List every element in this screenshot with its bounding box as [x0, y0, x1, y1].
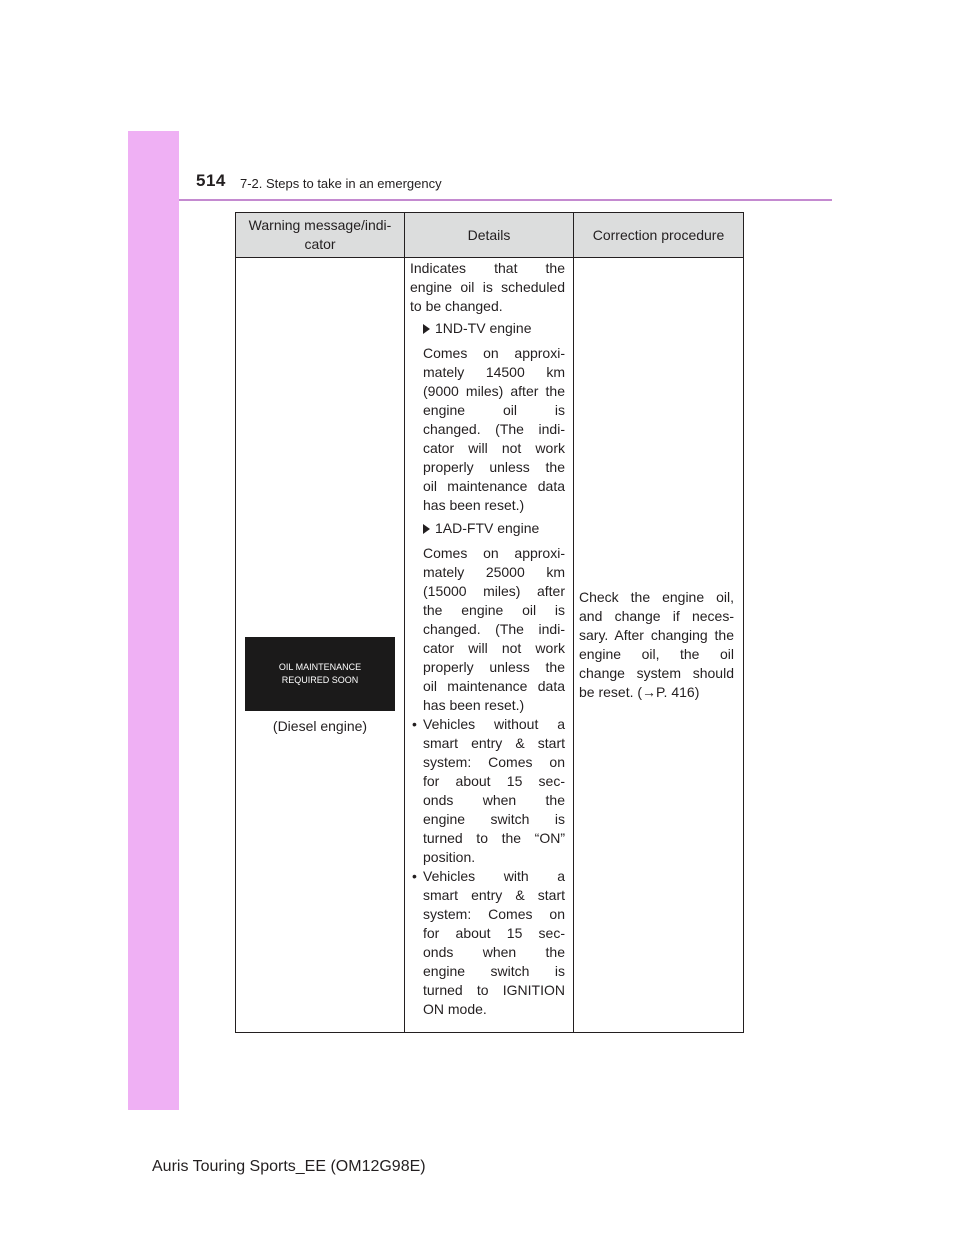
page-reference-link: be reset. (→P. 416) [579, 684, 700, 700]
text-line: cator will not work [423, 640, 565, 656]
text-line: has been reset.) [423, 497, 525, 513]
text-line: change system should [579, 665, 734, 681]
page-number: 514 [196, 171, 226, 190]
correction-cell [574, 258, 744, 1033]
engine-title: 1AD-FTV engine [435, 520, 540, 536]
text-line: Comes on approxi- [423, 545, 565, 561]
engine-1nd-text [423, 344, 565, 515]
text-line: engine oil is scheduled [410, 279, 565, 295]
text-line: mately 14500 km [423, 364, 565, 380]
text-line: mately 25000 km [423, 564, 565, 580]
text-line: (15000 miles) after [423, 583, 565, 599]
text-line: Vehicles without a [423, 716, 565, 732]
text-line: (9000 miles) after the [423, 383, 565, 399]
engine-1ad-heading [423, 519, 565, 538]
text-line: ON mode. [423, 1001, 487, 1017]
text-line: oil maintenance data [423, 678, 565, 694]
triangle-bullet-icon [423, 524, 430, 534]
indicator-cell [236, 258, 405, 1033]
text-line: onds when the [423, 944, 565, 960]
text-line: Comes on approxi- [423, 345, 565, 361]
text-line: turned to the “ON” [423, 830, 565, 846]
text-line: engine oil is [423, 402, 565, 418]
text-line: properly unless the [423, 659, 565, 675]
details-cell [405, 258, 574, 1033]
text-line: cator will not work [423, 440, 565, 456]
text-line: system: Comes on [423, 754, 565, 770]
bullet-dot: • [412, 868, 417, 884]
footer-model-name: Auris Touring Sports_EE (OM12G98E) [152, 1158, 426, 1175]
header-rule [179, 199, 832, 201]
text-line: to be changed. [410, 298, 503, 314]
text-line: engine switch is [423, 963, 565, 979]
engine-title: 1ND-TV engine [435, 320, 532, 336]
bullet-with-smart-entry [410, 867, 565, 1019]
text-line: Vehicles with a [423, 868, 565, 884]
text-line: for about 15 sec- [423, 925, 565, 941]
engine-caption: (Diesel engine) [272, 717, 368, 734]
text-line: has been reset.) [423, 697, 525, 713]
warning-table [235, 212, 744, 1033]
side-color-band [128, 131, 179, 1110]
display-line-2: REQUIRED SOON [281, 674, 359, 685]
header-correction: Correction procedure [574, 213, 744, 258]
details-intro [410, 259, 565, 316]
header-details: Details [405, 213, 574, 258]
text-line: changed. (The indi- [423, 421, 565, 437]
text-line: Indicates that the [410, 260, 565, 276]
text-line: the engine oil is [423, 602, 565, 618]
text-line: and change if neces- [579, 608, 734, 624]
header-warning-message: Warning message/indi- cator [236, 213, 405, 258]
text-line: position. [423, 849, 476, 865]
oil-maintenance-display [245, 637, 395, 711]
text-line: oil maintenance data [423, 478, 565, 494]
section-title: 7-2. Steps to take in an emergency [240, 176, 442, 191]
text-line: smart entry & start [423, 735, 565, 751]
text-line: engine switch is [423, 811, 565, 827]
text-line: turned to IGNITION [423, 982, 565, 998]
bullet-without-smart-entry [410, 715, 565, 867]
text-line: smart entry & start [423, 887, 565, 903]
text-line: changed. (The indi- [423, 621, 565, 637]
display-line-1: OIL MAINTENANCE [278, 661, 362, 672]
table-row [236, 258, 744, 1033]
text-line: system: Comes on [423, 906, 565, 922]
table-header-row [236, 213, 744, 258]
text-line: onds when the [423, 792, 565, 808]
triangle-bullet-icon [423, 324, 430, 334]
bullet-dot: • [412, 716, 417, 732]
text-line: for about 15 sec- [423, 773, 565, 789]
text-line: engine oil, the oil [579, 646, 734, 662]
engine-1nd-heading [423, 319, 565, 338]
text-line: properly unless the [423, 459, 565, 475]
engine-1ad-text [412, 544, 565, 1019]
text-line: sary. After changing the [579, 627, 734, 643]
text-line: Check the engine oil, [579, 589, 734, 605]
